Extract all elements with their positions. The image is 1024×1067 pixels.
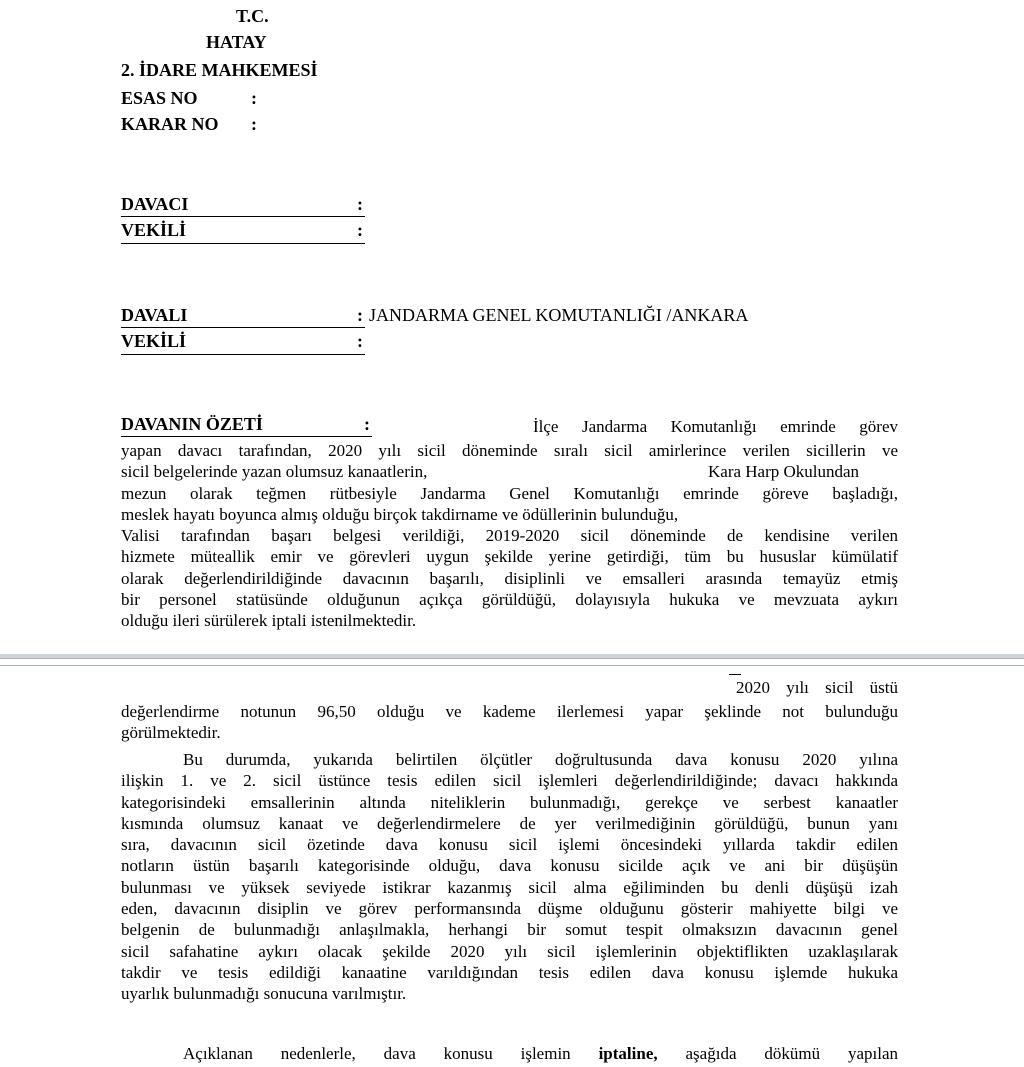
summary-paragraph bbox=[121, 440, 898, 632]
paragraph-line: Bu durumda, yukarıda belirtilen ölçütler doğrultusunda dava konusu 2020 yılına bbox=[183, 750, 898, 769]
davali-label: DAVALI bbox=[121, 305, 188, 325]
paragraph-line: notların üstün başarılı kategorisinde olduğu, dava konusu sicilde açık ve ani bir düşüşün bbox=[121, 856, 898, 876]
paragraph-line: kısmında olumsuz kanaat ve değerlendirmelere de yer verilmediğinin görüldüğü, bunun yanı bbox=[121, 813, 898, 833]
paragraph-line: bulunması ve yüksek seviyede istikrar kazanmış sicil alma eğiliminden bu denli düşüşü izah bbox=[121, 877, 898, 897]
page2-first-line: 2020 yılı sicil üstü bbox=[736, 678, 898, 697]
page2-paragraph-3 bbox=[121, 1043, 898, 1064]
header-tc: T.C. bbox=[236, 6, 269, 26]
summary-line: bir personel statüsünde olduğunun açıkça görüldüğü, dolayısıyla hukuka ve mevzuata aykırı bbox=[121, 590, 898, 610]
summary-line: olduğu ileri sürülerek iptali istenilmektedir. bbox=[121, 611, 417, 631]
page2-paragraph-1 bbox=[121, 701, 898, 744]
karar-no-label: KARAR NO bbox=[121, 114, 219, 134]
paragraph-line: takdir ve tesis edildiği kanaatine varıldığından tesis edilen dava konusu işlemde hukuka bbox=[121, 962, 898, 982]
davaci-underline bbox=[121, 216, 365, 217]
summary-colon: : bbox=[364, 414, 370, 434]
iptaline-emphasis: iptaline, bbox=[598, 1044, 658, 1063]
summary-line: Valisi tarafından başarı belgesi verildiği, 2019-2020 sicil döneminde de kendisine verilen bbox=[121, 526, 898, 546]
davali-underline bbox=[121, 327, 365, 328]
summary-underline bbox=[121, 436, 372, 437]
summary-label: DAVANIN ÖZETİ bbox=[121, 414, 263, 434]
paragraph-line: uyarlık bulunmadığı sonucuna varılmıştır. bbox=[121, 984, 407, 1004]
davaci-vekili-label: VEKİLİ bbox=[121, 220, 187, 240]
paragraph-line: sıra, davacının sicil özetinde dava konusu sicil işlemi öncesindeki yıllarda takdir edilen bbox=[121, 835, 898, 855]
summary-line: hizmete müteallik emir ve görevleri uygun şekilde yerine getirdiği, tüm bu hususlar kümülatif bbox=[121, 547, 898, 567]
davaci-vekili-colon: : bbox=[357, 220, 363, 240]
davaci-label: DAVACI bbox=[121, 194, 189, 214]
summary-line: meslek hayatı boyunca almış olduğu birçok takdirname ve ödüllerinin bulunduğu, bbox=[121, 504, 679, 524]
court-name: 2. İDARE MAHKEMESİ bbox=[121, 60, 318, 80]
summary-line: mezun olarak teğmen rütbesiyle Jandarma Genel Komutanlığı emrinde göreve başladığı, bbox=[121, 483, 898, 503]
paragraph-line: değerlendirme notunun 96,50 olduğu ve kademe ilerlemesi yapar şeklinde not bulunduğu bbox=[121, 702, 898, 721]
summary-line: olarak değerlendirildiğinde davacının başarılı, disiplinli ve emsalleri arasında temayüz etmiş bbox=[121, 568, 898, 588]
davali-vekili-underline bbox=[121, 354, 365, 355]
summary-line-tail: Kara Harp Okulundan bbox=[708, 462, 860, 482]
page-separator-line bbox=[0, 665, 1024, 666]
fragment-mark bbox=[729, 674, 741, 675]
davali-colon: : bbox=[357, 305, 363, 325]
paragraph-line: Açıklanan nedenlerle, dava konusu işlemin iptaline, aşağıda dökümü yapılan bbox=[183, 1044, 899, 1063]
esas-no-label: ESAS NO bbox=[121, 88, 198, 108]
paragraph-line: eden, davacının disiplin ve görev performansında düşme olduğunu gösterir mahiyette bilgi ve bbox=[121, 899, 898, 919]
esas-no-colon: : bbox=[251, 88, 257, 108]
paragraph-line: kategorisindeki emsallerinin altında niteliklerin bulunmadığı, gerekçe ve serbest kanaatler bbox=[121, 792, 898, 812]
paragraph-line: ilişkin 1. ve 2. sicil üstünce tesis edilen sicil işlemleri değerlendirildiğinde; davacı hakkında bbox=[121, 771, 898, 791]
summary-line: yapan davacı tarafından, 2020 yılı sicil döneminde sıralı sicil amirlerince verilen sicillerin ve bbox=[121, 441, 898, 460]
summary-first-line: İlçe Jandarma Komutanlığı emrinde görev bbox=[533, 417, 898, 436]
davali-vekili-label: VEKİLİ bbox=[121, 331, 187, 351]
summary-line: sicil belgelerinde yazan olumsuz kanaatlerin, Kara Harp Okulundan bbox=[121, 462, 860, 482]
paragraph-line: sicil safahatine aykırı olacak şekilde 2020 yılı sicil işlemlerinin objektiflikten uzaklaşılarak bbox=[121, 941, 898, 961]
davaci-colon: : bbox=[357, 194, 363, 214]
davali-value: JANDARMA GENEL KOMUTANLIĞI /ANKARA bbox=[369, 305, 749, 325]
davali-vekili-colon: : bbox=[357, 331, 363, 351]
davaci-vekili-underline bbox=[121, 243, 365, 244]
karar-no-colon: : bbox=[251, 114, 257, 134]
paragraph-line: görülmektedir. bbox=[121, 723, 221, 743]
paragraph-line: belgenin de bulunmadığı anlaşılmakla, herhangi bir somut tespit olmaksızın davacının genel bbox=[121, 920, 898, 940]
page-separator-line bbox=[0, 658, 1024, 659]
page2-paragraph-2 bbox=[121, 749, 898, 1005]
header-city: HATAY bbox=[206, 32, 267, 52]
